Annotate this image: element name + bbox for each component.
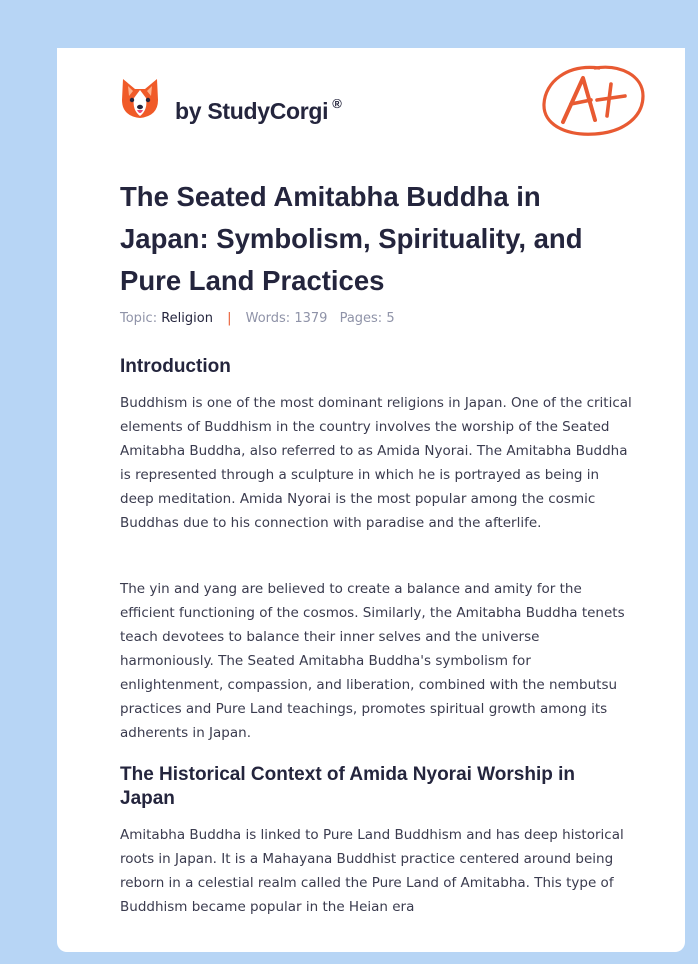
paragraph: Amitabha Buddha is linked to Pure Land Buddhism and has deep historical roots in Japan. It is a Mahayana Buddhist practice centered around being reborn in a celestial realm called the Pure Land of Amitabha. This type of Buddhism became popular in the Heian era [120,827,624,915]
brand-name [175,96,342,125]
word-count: Words: 1379 [245,311,328,326]
meta-separator: | [227,311,232,326]
essay-title: The Seated Amitabha Buddha in Japan: Symbolism, Spirituality, and Pure Land Practices [120,181,583,296]
topic-label: Topic: [120,311,158,326]
topic-value[interactable]: Religion [161,311,213,326]
page-count: Pages: 5 [339,311,395,326]
corgi-logo-icon [120,76,160,120]
paragraph: The yin and yang are believed to create a balance and amity for the efficient functioning of the cosmos. Similarly, the Amitabha Buddha tenets teach devotees to balance their inner selves and the universe harmoniously. The Seated Amitabha Buddha's symbolism for enlightenment, compassion, and liberation, combined with the nembutsu practices and Pure Land teachings, promotes spiritual growth among its adherents in Japan. [120,581,625,741]
brand-text: by StudyCorgi [175,98,329,124]
section-heading-introduction: Introduction [120,356,231,377]
registered-mark: ® [332,96,342,111]
essay-meta [120,311,395,326]
grade-a-plus-badge [539,60,649,140]
document-card [57,48,685,952]
section-heading-historical-context: The Historical Context of Amida Nyorai Worship in Japan [120,764,575,809]
paragraph: Buddhism is one of the most dominant religions in Japan. One of the critical elements of Buddhism in the country involves the worship of the Seated Amitabha Buddha, also referred to as Amida Nyorai. The Amitabha Buddha is represented through a sculpture in which he is portrayed as being in deep meditation. Amida Nyorai is the most popular among the cosmic Buddhas due to his connection with paradise and the afterlife. [120,395,632,531]
